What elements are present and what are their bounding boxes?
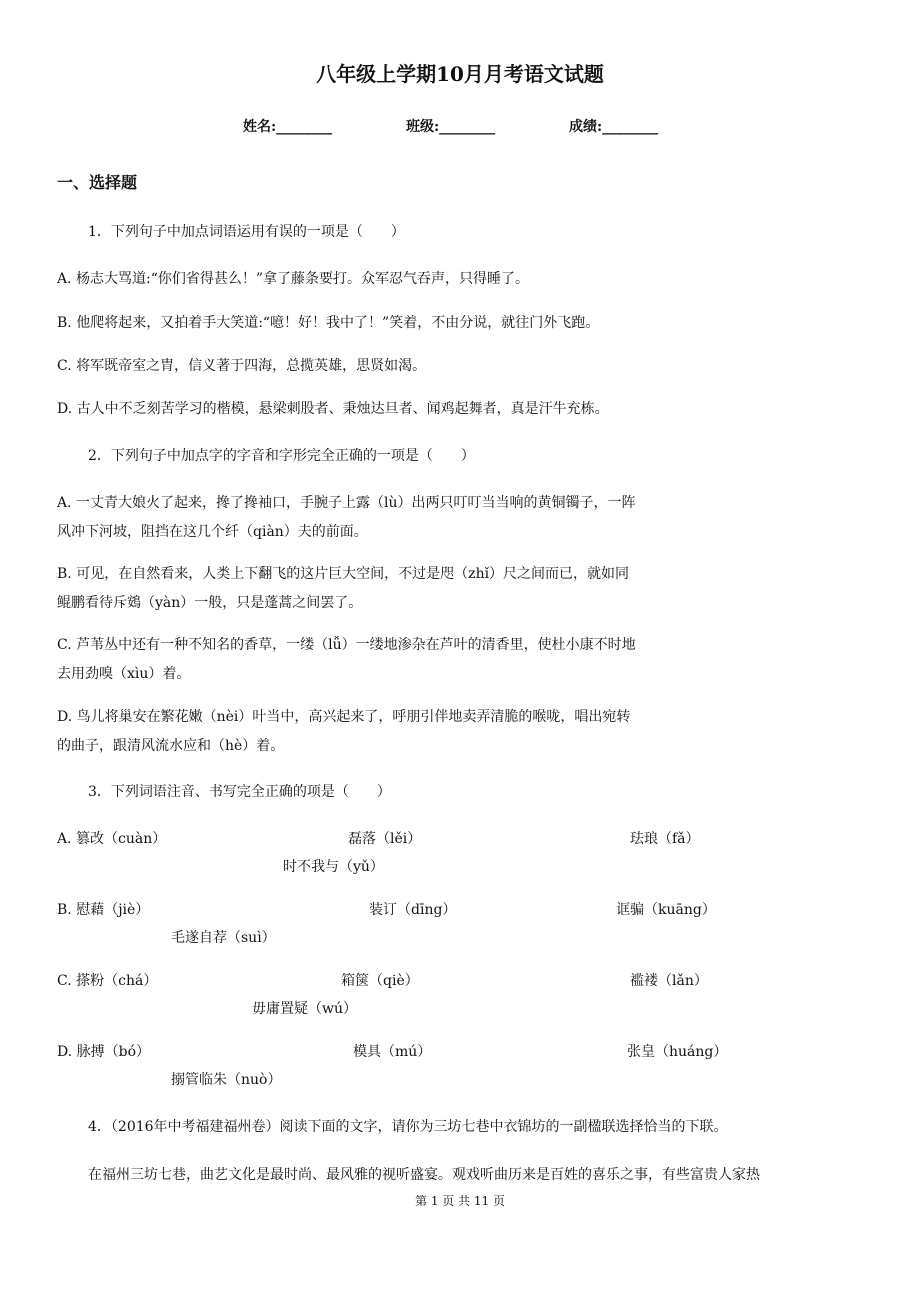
question-2-option-b-line-2: 鲲鹏看待斥鴳（yàn）一般，只是蓬蒿之间罢了。 [57, 595, 363, 611]
question-1-option-b: B. 他爬将起来，又拍着手大笑道:“噫！好！我中了！”笑着，不由分说，就往门外飞跑。 [57, 315, 600, 331]
question-3-stem: 3．下列词语注音、书写完全正确的项是（ ） [88, 784, 391, 800]
section-heading: 一、选择题 [57, 173, 138, 192]
question-3-option-c-word-1: C. 搽粉（chá） [57, 973, 158, 989]
question-3-option-b-word-4: 毛遂自荐（suì） [171, 930, 276, 946]
question-2-option-c-line-1: C. 芦苇丛中还有一种不知名的香草，一缕（lǚ）一缕地渗杂在芦叶的清香里，使杜小康不时地 [57, 637, 636, 653]
page-title: 八年级上学期10月月考语文试题 [316, 62, 604, 86]
question-3-option-d-word-1: D. 脉搏（bó） [57, 1044, 151, 1060]
question-3-option-a-word-1: A. 篡改（cuàn） [57, 831, 167, 847]
question-3-option-d-word-3: 张皇（huáng） [627, 1044, 728, 1060]
question-2-option-d-line-2: 的曲子，跟清风流水应和（hè）着。 [57, 738, 285, 754]
question-3-option-b-word-3: 诓骗（kuāng） [616, 902, 716, 918]
page-footer: 第 1 页 共 11 页 [415, 1194, 505, 1208]
question-3-option-a-word-4: 时不我与（yǔ） [283, 859, 384, 875]
question-4-stem: 4．（2016年中考福建福州卷）阅读下面的文字，请你为三坊七巷中衣锦坊的一副楹联选择恰当的下联。 [88, 1119, 728, 1135]
question-1-stem: 1．下列句子中加点词语运用有误的一项是（ ） [88, 224, 405, 240]
question-3-option-a-word-2: 磊落（lěi） [348, 831, 422, 847]
question-4-paragraph: 在福州三坊七巷，曲艺文化是最时尚、最风雅的视听盛宴。观戏听曲历来是百姓的喜乐之事，有些富贵人家热 [88, 1167, 760, 1183]
question-2-option-b-line-1: B. 可见，在自然看来，人类上下翻飞的这片巨大空间，不过是咫（zhǐ）尺之间而已，就如同 [57, 566, 630, 582]
question-3-option-c-word-3: 褴褛（lǎn） [630, 973, 708, 989]
question-1-option-a: A. 杨志大骂道:“你们省得甚么！”拿了藤条要打。众军忍气吞声，只得睡了。 [57, 271, 530, 287]
class-field: 班级:________ [406, 119, 496, 135]
name-field: 姓名:________ [243, 119, 333, 135]
question-3-option-b-word-1: B. 慰藉（jiè） [57, 902, 150, 918]
question-1-option-d: D. 古人中不乏刻苦学习的楷模，悬梁刺股者、秉烛达旦者、闻鸡起舞者，真是汗牛充栋。 [57, 401, 609, 417]
question-3-option-c-word-2: 箱箧（qiè） [341, 973, 419, 989]
question-3-option-d-word-2: 模具（mú） [353, 1044, 432, 1060]
question-2-option-d-line-1: D. 鸟儿将巢安在繁花嫩（nèi）叶当中，高兴起来了，呼朋引伴地卖弄清脆的喉咙，唱出宛转 [57, 709, 631, 725]
question-3-option-a-word-3: 珐琅（fǎ） [630, 831, 700, 847]
question-3-option-b-word-2: 装订（dīng） [369, 902, 457, 918]
question-2-option-c-line-2: 去用劲嗅（xìu）着。 [57, 666, 191, 682]
score-field: 成绩:________ [569, 119, 659, 135]
question-2-option-a-line-2: 风冲下河坡，阻挡在这几个纤（qiàn）夫的前面。 [57, 524, 368, 540]
question-3-option-d-word-4: 搦管临朱（nuò） [171, 1072, 282, 1088]
question-3-option-c-word-4: 毋庸置疑（wú） [252, 1001, 357, 1017]
question-2-stem: 2．下列句子中加点字的字音和字形完全正确的一项是（ ） [88, 448, 475, 464]
question-1-option-c: C. 将军既帝室之胄，信义著于四海，总揽英雄，思贤如渴。 [57, 358, 427, 374]
question-2-option-a-line-1: A. 一丈青大娘火了起来，搀了搀袖口，手腕子上露（lù）出两只叮叮当当响的黄铜镯子，一阵 [57, 495, 636, 511]
